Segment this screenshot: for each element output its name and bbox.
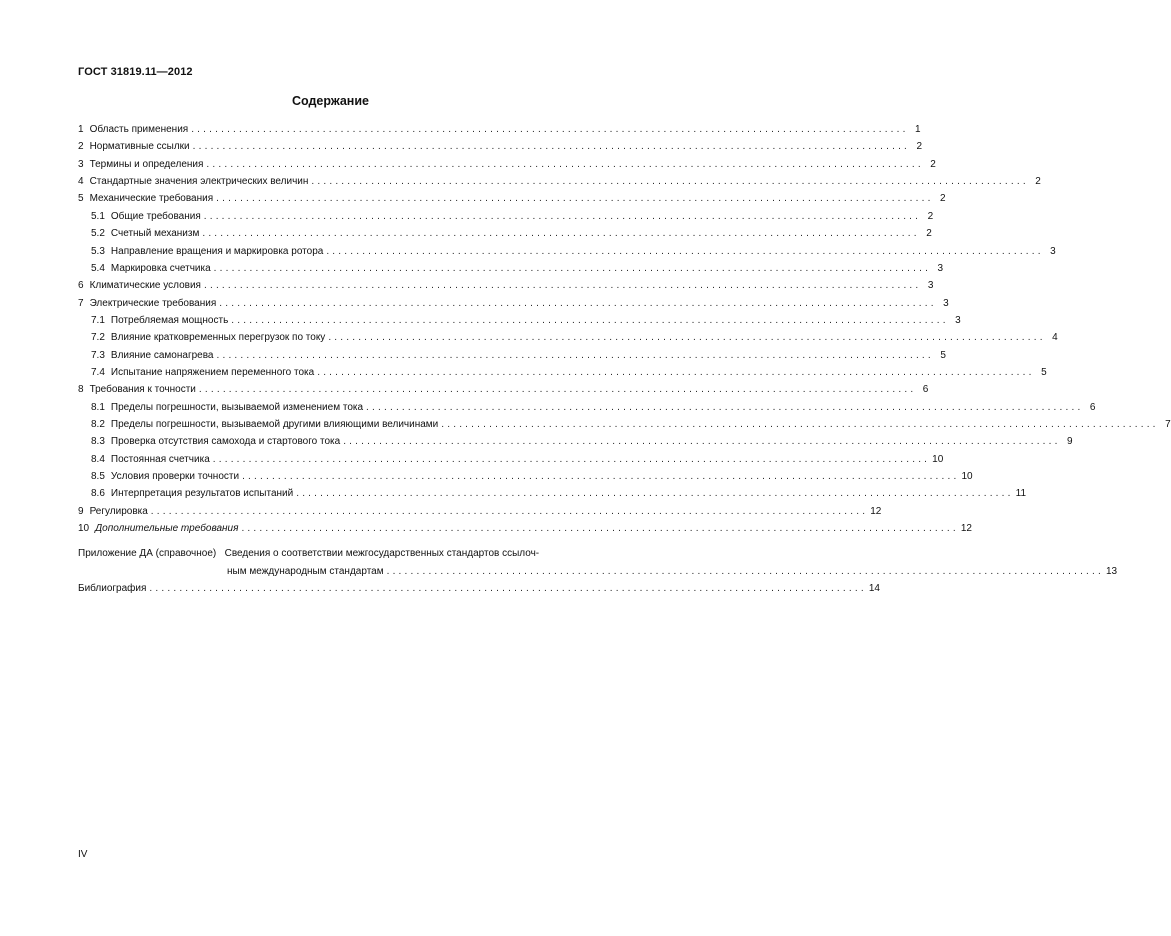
appendix-entry-line2 [227,564,1118,579]
toc-entry-title: Дополнительные требования [95,523,239,534]
toc-entry-title: Условия проверки точности [110,471,240,482]
toc-entry-title: Пределы погрешности, вызываемой изменением тока [110,401,364,413]
toc-entry-title: Термины и определения [89,158,204,170]
toc-entry-number: 9 [78,505,84,517]
leader-dots: ........................................................................................................................ [317,366,1035,378]
toc-entry-number: 7.4 [91,366,105,378]
toc-entry-number: 8.6 [91,488,105,500]
toc-entry [91,313,961,328]
toc-entry [78,122,921,137]
toc-entry-page: 3 [927,280,934,292]
toc-entry [91,348,946,363]
leader-dots: ........................................................................................................................ [203,280,922,292]
toc-entry-number: 5.3 [91,245,105,257]
leader-dots: ........................................................................................................................ [213,262,932,274]
leader-dots: ........................................................................................................................ [203,210,922,222]
toc-entry-number: 8.5 [91,471,105,482]
leader-dots: ........................................................................................................................ [441,419,1159,430]
appendix-page: 13 [1106,566,1118,577]
toc-entry [78,382,929,397]
toc-entry [91,400,1096,415]
toc-entry [91,469,973,484]
toc-entry-title: Общие требования [110,210,201,222]
toc-entry-title: Область применения [89,124,189,135]
toc-entry [78,504,882,519]
toc-entry-number: 5.2 [91,228,105,240]
leader-dots: ........................................................................................................................ [198,384,917,396]
toc-entry-page: 2 [916,141,923,153]
toc-entry [91,452,944,467]
toc-entry-number: 4 [78,176,84,188]
leader-dots: ........................................................................................................................ [219,297,937,309]
toc-entry-page: 9 [1067,436,1073,448]
toc-entry-page: 2 [927,210,934,222]
toc-entry-title: Направление вращения и маркировка ротора [110,245,324,257]
toc-entry-number: 8.4 [91,453,105,465]
toc-entry-number: 3 [78,158,84,170]
toc-entry-page: 2 [1035,176,1041,188]
toc-entry [91,486,1027,501]
toc-entry-page: 12 [870,505,882,517]
leader-dots: ........................................................................................................................ [206,158,924,170]
toc-entry-page: 10 [961,471,973,482]
toc-entry [91,330,1058,345]
toc-entry [91,226,932,241]
toc-entry-number: 6 [78,280,84,292]
toc-entry-page: 2 [930,158,936,170]
toc-entry-number: 2 [78,141,84,153]
toc-entry-number: 7.3 [91,349,105,361]
toc-entry-number: 5 [78,193,84,205]
toc-entry-number: 8 [78,384,84,396]
appendix-title-line2: ным международным стандартам [227,566,384,577]
toc-entry-page: 3 [943,297,949,309]
toc-entry-title: Потребляемая мощность [110,314,229,326]
toc-entry-title: Влияние кратковременных перегрузок по току [110,332,326,344]
document-number: ГОСТ 31819.11—2012 [78,66,193,78]
toc-entry-number: 8.3 [91,436,105,448]
toc-entry-page: 3 [937,262,944,274]
toc-entry-page: 2 [926,228,932,240]
toc-entry-title: Регулировка [89,505,148,517]
appendix-entry-line1 [78,546,614,561]
bibliography-label: Библиография [78,583,147,594]
leader-dots: ........................................................................................................................ [212,453,931,465]
toc-entry-page: 10 [932,453,944,465]
toc-entry-title: Проверка отсутствия самохода и стартового тока [110,436,341,448]
bibliography-entry [78,581,880,596]
appendix-prefix: Приложение ДА (справочное) [78,548,217,559]
leader-dots: ........................................................................................................................ [326,245,1044,257]
toc-entry-title: Пределы погрешности, вызываемой другими влияющими величинами [110,419,439,430]
toc-entry [78,191,946,206]
toc-entry [78,157,936,172]
toc-entry-title: Климатические условия [89,280,201,292]
toc-entry-page: 3 [1050,245,1056,257]
toc-entry-number: 10 [78,523,90,534]
toc-entry [78,278,934,293]
leader-dots: ........................................................................................................................ [386,566,1104,577]
toc-entry [91,417,1171,432]
leader-dots: ........................................................................................................................ [242,471,960,482]
toc-entry-number: 8.2 [91,419,105,430]
page-title: Содержание [291,94,369,108]
toc-entry [78,296,949,311]
toc-entry-page: 3 [955,314,961,326]
bibliography-page: 14 [868,583,880,594]
leader-dots: ........................................................................................................................ [343,436,1061,448]
toc-entry-title: Маркировка счетчика [110,262,211,274]
toc-entry-page: 4 [1052,332,1058,344]
appendix-title-line1: Сведения о соответствии межгосударственных стандартов ссылоч- [224,548,540,559]
toc-entry-number: 7.2 [91,332,105,344]
leader-dots: ........................................................................................................................ [296,488,1014,500]
toc-entry-title: Влияние самонагрева [110,349,214,361]
leader-dots: ........................................................................................................................ [216,349,934,361]
leader-dots: ........................................................................................................................ [366,401,1084,413]
leader-dots: ........................................................................................................................ [311,176,1029,188]
toc-entry [91,434,1073,449]
toc-entry-page: 5 [940,349,946,361]
leader-dots: ........................................................................................................................ [150,505,869,517]
toc-entry-page: 6 [1089,401,1096,413]
toc-entry-title: Счетный механизм [110,228,200,240]
toc-entry [78,139,923,154]
toc-entry-page: 11 [1015,488,1027,500]
toc-entry-title: Нормативные ссылки [89,141,190,153]
toc-entry-title: Требования к точности [89,384,196,396]
toc-entry-page: 6 [922,384,929,396]
toc-entry-number: 8.1 [91,401,105,413]
toc-entry-number: 1 [78,124,84,135]
leader-dots: ........................................................................................................................ [231,314,949,326]
toc-entry-page: 12 [960,523,972,534]
toc-entry [91,244,1056,259]
leader-dots: ........................................................................................................................ [191,124,909,135]
leader-dots: ........................................................................................................................ [328,332,1046,344]
leader-dots: ........................................................................................................................ [192,141,911,153]
toc-entry-page: 5 [1041,366,1047,378]
toc-entry-title: Постоянная счетчика [110,453,210,465]
toc-entry-title: Механические требования [89,193,214,205]
toc-entry-number: 7.1 [91,314,105,326]
toc-entry [91,261,944,276]
page-number-roman: IV [78,849,88,860]
toc-entry-title: Стандартные значения электрических величин [89,176,309,188]
leader-dots: ........................................................................................................................ [216,193,934,205]
toc-entry-page: 2 [940,193,946,205]
toc-entry [78,521,972,536]
leader-dots: ........................................................................................................................ [202,228,920,240]
leader-dots: ........................................................................................................................ [241,523,959,534]
toc-entry [78,174,1041,189]
leader-dots: ........................................................................................................................ [149,583,867,594]
toc-entry-title: Испытание напряжением переменного тока [110,366,315,378]
toc-entry-number: 7 [78,297,84,309]
toc-entry-title: Интерпретация результатов испытаний [110,488,294,500]
toc-entry [91,209,934,224]
toc-entry-page: 1 [915,124,921,135]
toc-entry-page: 7 [1165,419,1171,430]
toc-entry-number: 5.4 [91,262,105,274]
toc-entry [91,365,1047,380]
toc-entry-title: Электрические требования [89,297,217,309]
toc-entry-number: 5.1 [91,210,105,222]
